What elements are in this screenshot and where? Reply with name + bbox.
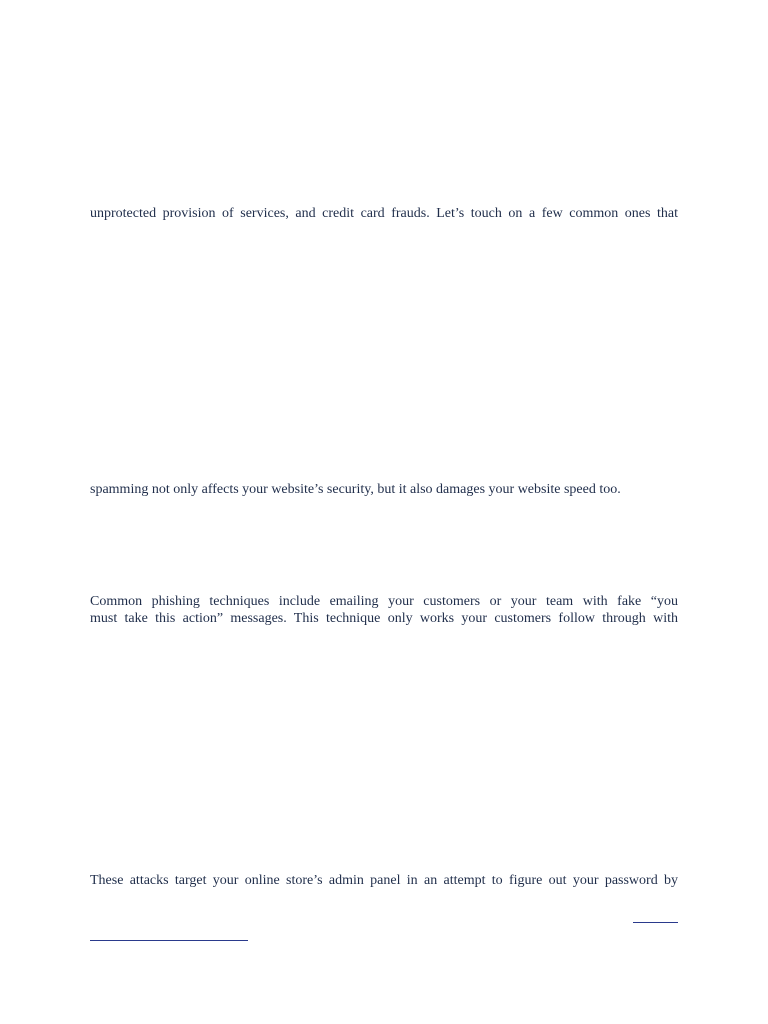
body-text-line: spamming not only affects your website’s security, but it also damages your website speed too. [90, 482, 621, 497]
body-text-line: unprotected provision of services, and credit card frauds. Let’s touch on a few common ones that [90, 206, 678, 221]
body-text-line: Common phishing techniques include emailing your customers or your team with fake “you [90, 594, 678, 609]
body-text-line: These attacks target your online store’s admin panel in an attempt to figure out your password by [90, 873, 678, 888]
hyperlink-underline[interactable] [633, 922, 678, 923]
hyperlink-underline[interactable] [90, 940, 248, 941]
body-text-line: must take this action” messages. This technique only works your customers follow through with [90, 611, 678, 626]
